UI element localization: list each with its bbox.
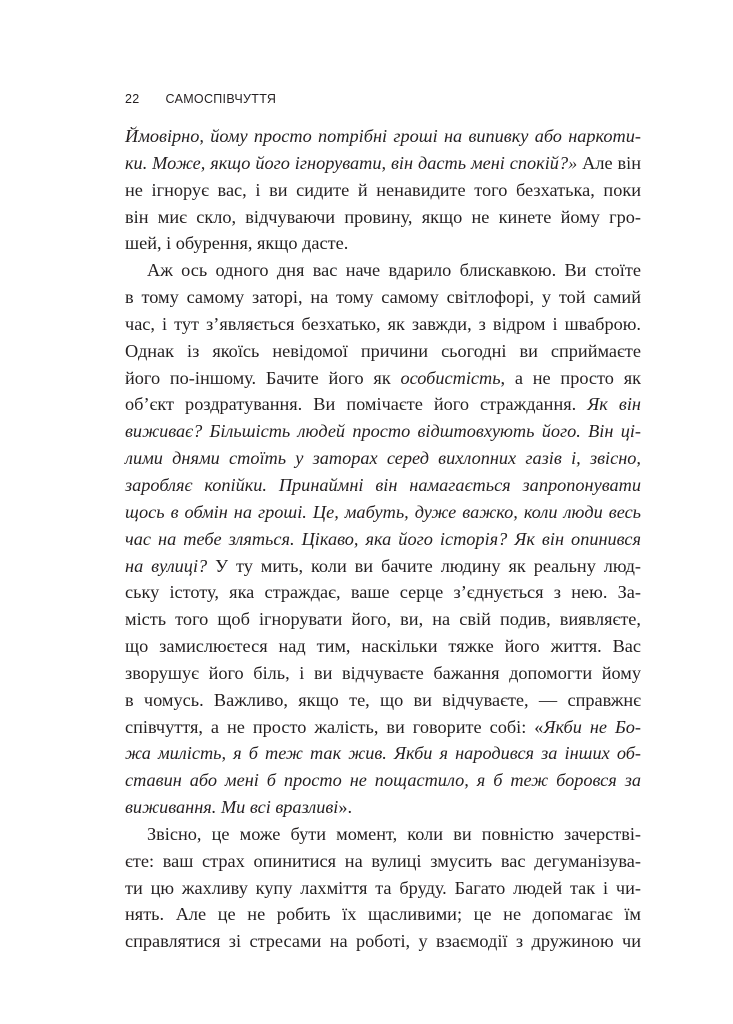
text-line	[125, 150, 641, 177]
text-run: , а не просто як	[500, 367, 641, 388]
text-run: в чомусь. Важливо, якщо те, що ви відчуваєте, — справжнє	[125, 689, 641, 710]
italic-run: Як він	[587, 394, 641, 415]
text-line	[125, 740, 641, 767]
text-line	[125, 767, 641, 794]
italic-run: на вулиці?	[125, 555, 208, 576]
text-run: об’єкт роздратування. Ви помічаєте його страждання.	[125, 394, 588, 415]
italic-run: Ймовірно, йому просто потрібні гроші на випивку або наркоти-	[125, 126, 641, 146]
italic-run: щось в обмін на гроші. Це, мабуть, дуже важко, коли люди весь	[125, 501, 641, 522]
text-run: справлятися зі стресами на роботі, у взаємодії з дружиною чи	[125, 931, 641, 952]
text-run: співчуття, а не просто жалість, ви говорите собі: «	[125, 716, 544, 737]
text-line	[125, 391, 641, 418]
text-run: час, і тут з’являється безхатько, як завжди, з відром і шваброю.	[125, 313, 641, 334]
text-line	[125, 499, 641, 526]
italic-run: ставин або мені б просто не пощастило, я б теж боровся за	[125, 770, 641, 791]
text-run: його по-іншому. Бачите його як	[125, 367, 401, 388]
text-run: ти цю жахливу купу лахміття та бруду. Багато людей так і чи-	[125, 877, 641, 898]
italic-run: ки. Може, якщо його ігнорувати, він дасть мені спокій?»	[125, 152, 578, 173]
italic-run: виживання. Ми всі вразливі	[125, 797, 339, 818]
page-number: 22	[125, 92, 140, 106]
text-run: шей, і обурення, якщо дасте.	[125, 233, 349, 254]
text-run: що замислюєтеся над тим, наскільки тяжке його життя. Вас	[125, 636, 641, 657]
text-run: Аж ось одного дня вас наче вдарило блискавкою. Ви стоїте	[147, 260, 641, 281]
text-line	[125, 928, 641, 955]
text-line	[125, 633, 641, 660]
text-run: він миє скло, відчуваючи провину, якщо не кинете йому гро-	[125, 206, 641, 227]
text-run: не ігнорує вас, і ви сидите й ненавидите того безхатька, поки	[125, 179, 641, 200]
text-run: У ту мить, коли ви бачите людину як реальну люд-	[207, 555, 642, 576]
text-run: Звісно, це може бути момент, коли ви повністю зачерстві-	[147, 823, 641, 844]
italic-run: жа милість, я б теж так жив. Якби я народився за інших об-	[125, 743, 641, 764]
text-line	[125, 230, 641, 257]
text-line	[125, 794, 641, 821]
text-run: в тому самому заторі, на тому самому світлофорі, у той самий	[125, 287, 641, 308]
text-line	[125, 177, 641, 204]
italic-run: лими днями стоїть у заторах серед вихлопних газів і, звісно,	[125, 448, 641, 469]
italic-run: час на тебе зляться. Цікаво, яка його історія? Як він опинився	[125, 528, 641, 549]
running-title: САМОСПІВЧУТТЯ	[165, 92, 277, 106]
text-line	[125, 418, 641, 445]
text-line	[125, 204, 641, 231]
text-line	[125, 472, 641, 499]
body-text	[125, 123, 641, 955]
text-line	[125, 848, 641, 875]
text-line	[125, 687, 641, 714]
text-run: єте: ваш страх опинитися на вулиці змусить вас дегуманізува-	[125, 850, 641, 871]
italic-run: особистість	[400, 367, 501, 388]
italic-run: Якби не Бо-	[543, 716, 641, 737]
text-run: ».	[338, 797, 353, 818]
text-line	[125, 821, 641, 848]
text-run: ську істоту, яка страждає, ваше серце з’єднується з нею. За-	[125, 582, 641, 603]
running-head	[125, 92, 276, 106]
text-line	[125, 553, 641, 580]
italic-run: заробляє копійки. Принаймні він намагається запропонувати	[125, 474, 641, 495]
text-run: нять. Але це не робить їх щасливими; це не допомагає їм	[125, 904, 641, 925]
text-line	[125, 579, 641, 606]
text-line	[125, 714, 641, 741]
text-run: Однак із якоїсь невідомої причини сьогодні ви сприймаєте	[125, 340, 641, 361]
text-line	[125, 526, 641, 553]
text-line	[125, 284, 641, 311]
text-line	[125, 257, 641, 284]
text-run: зворушує його біль, і ви відчуваєте бажання допомогти йому	[125, 662, 641, 683]
text-line	[125, 123, 641, 150]
text-line	[125, 606, 641, 633]
text-line	[125, 875, 641, 902]
text-line	[125, 338, 641, 365]
text-run: мість того щоб ігнорувати його, ви, на свій подив, виявляєте,	[125, 609, 641, 630]
text-line	[125, 311, 641, 338]
italic-run: виживає? Більшість людей просто відштовхують його. Він ці-	[125, 421, 641, 442]
text-line	[125, 901, 641, 928]
text-line	[125, 365, 641, 392]
text-line	[125, 445, 641, 472]
text-line	[125, 660, 641, 687]
text-run: Але він	[577, 152, 641, 173]
